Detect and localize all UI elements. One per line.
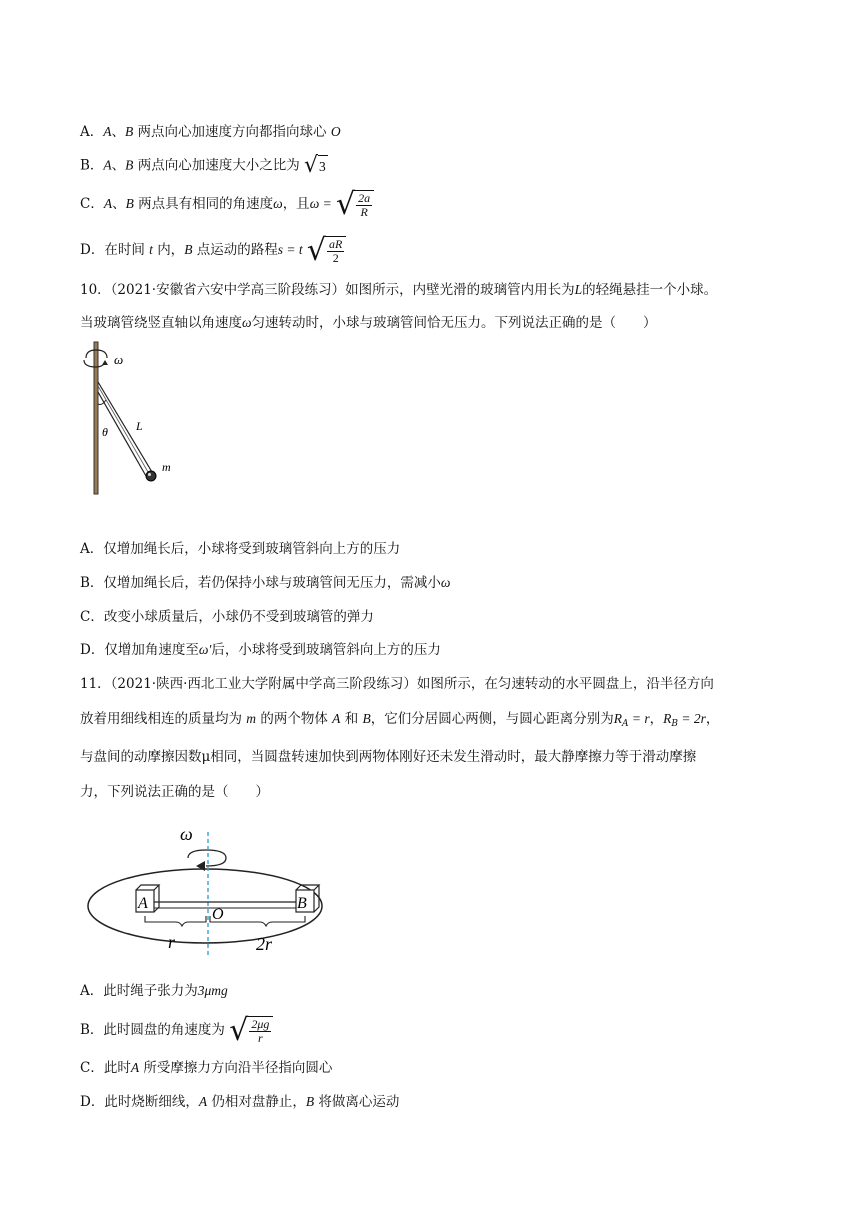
center-label: O xyxy=(212,906,224,923)
disc xyxy=(88,869,322,943)
ball xyxy=(146,471,156,481)
sqrt-3: √ 3 xyxy=(304,153,326,178)
q10-option-c: C．改变小球质量后，小球仍不受到玻璃管的弹力 xyxy=(80,609,374,625)
q11-stem-line4: 力，下列说法正确的是（ ） xyxy=(80,784,269,800)
svg-text:A: A xyxy=(138,895,148,912)
q11-stem-line3: 与盘间的动摩擦因数μ相同，当圆盘转速加快到两物体刚好还未发生滑动时，最大静摩擦力等于滑动摩擦 xyxy=(80,749,697,765)
mass-label: m xyxy=(162,460,171,474)
q9-option-a: A．A、B 两点向心加速度方向都指向球心 O xyxy=(80,124,341,140)
q9-option-d: D．在时间 t 内，B 点运动的路程s = t √ $\frac{aR}{2}$ xyxy=(80,236,346,265)
q11-option-c: C．此时A 所受摩擦力方向沿半径指向圆心 xyxy=(80,1060,333,1076)
length-label: L xyxy=(136,419,143,433)
q11-option-d: D．此时烧断细线，A 仍相对盘静止，B 将做离心运动 xyxy=(80,1094,400,1110)
q11-option-a: A．此时绳子张力为3μmg xyxy=(80,983,228,999)
theta-label: θ xyxy=(102,425,108,439)
q11-figure xyxy=(84,822,334,962)
svg-text:2r: 2r xyxy=(256,934,273,954)
sqrt-2a-over-R: √ $\frac{2a}{R}$ xyxy=(336,190,374,219)
q10-option-d: D．仅增加角速度至ω′后，小球将受到玻璃管斜向上方的压力 xyxy=(80,642,441,658)
q11-option-b: B．此时圆盘的角速度为 √ $\frac{2\mu g}{r}$ xyxy=(80,1016,273,1045)
omega-label: ω xyxy=(180,824,193,844)
q10-option-b: B．仅增加绳长后，若仍保持小球与玻璃管间无压力，需减小ω xyxy=(80,575,451,591)
svg-text:B: B xyxy=(297,895,307,912)
svg-text:r: r xyxy=(168,932,176,952)
q11-stem-line1: 11．（2021·陕西·西北工业大学附属中学高三阶段练习）如图所示，在匀速转动的水平圆盘上，沿半径方向 xyxy=(80,676,714,692)
q9-option-b: B．A、B 两点向心加速度大小之比为 √ 3 xyxy=(80,153,326,178)
rotation-arrow-icon xyxy=(188,850,226,866)
sqrt-2ug-over-r: √ $\frac{2\mu g}{r}$ xyxy=(229,1016,273,1045)
q10-stem-line1: 10．（2021·安徽省六安中学高三阶段练习）如图所示，内壁光滑的玻璃管内用长为L的轻绳悬挂一个小球。 xyxy=(80,282,718,298)
sqrt-aR-over-2: √ $\frac{aR}{2}$ xyxy=(307,236,346,265)
q10-stem-line2: 当玻璃管绕竖直轴以角速度ω匀速转动时，小球与玻璃管间恰无压力。下列说法正确的是（ ） xyxy=(80,315,657,331)
vertical-rod xyxy=(94,342,98,494)
omega-label: ω xyxy=(114,352,124,367)
q11-stem-line2: 放着用细线相连的质量均为 m 的两个物体 A 和 B，它们分居圆心两侧，与圆心距离分别为$R_A = r$，$R_B = 2r$， xyxy=(80,711,720,729)
brace-r xyxy=(145,916,206,926)
q10-figure xyxy=(80,340,190,500)
q9-option-c: C．A、B 两点具有相同的角速度ω，且ω = √ $\frac{2a}{R}$ xyxy=(80,190,374,219)
brace-2r xyxy=(210,916,305,926)
q10-option-a: A．仅增加绳长后，小球将受到玻璃管斜向上方的压力 xyxy=(80,541,401,557)
